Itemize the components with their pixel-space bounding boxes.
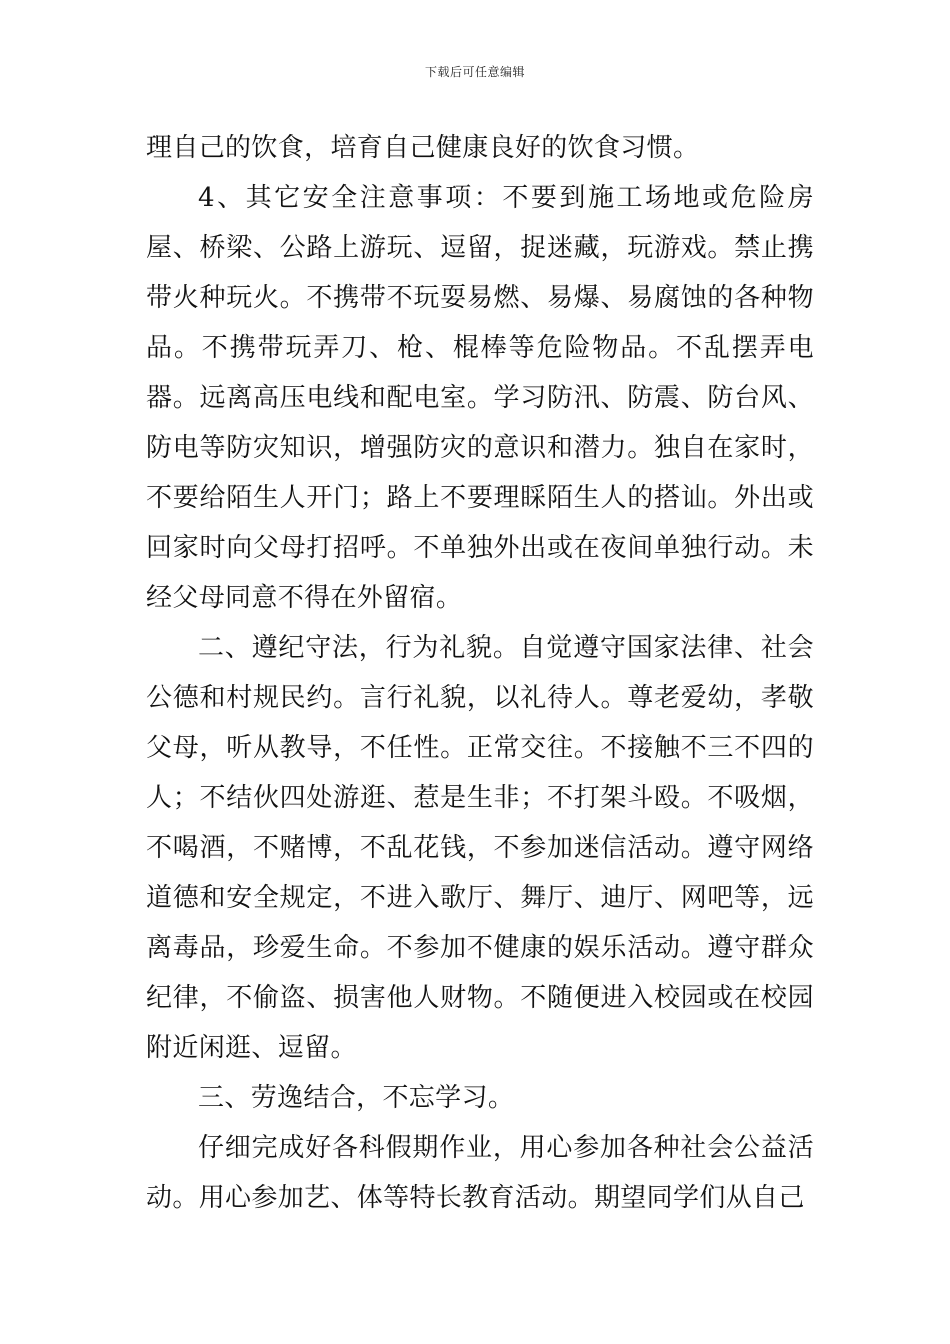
document-body <box>146 123 814 1223</box>
page-header: 下载后可任意编辑 <box>424 65 525 79</box>
paragraph-work-rest-heading: 三、劳逸结合，不忘学习。 <box>198 1083 515 1113</box>
paragraph-obey-law: 二、遵纪守法，行为礼貌。自觉遵守国家法律、社会公德和村规民约。言行礼貌，以礼待人。尊老爱幼，孝敬父母，听从教导，不任性。正常交往。不接触不三不四的人；不结伙四处游逛、惹是生非；不打架斗殴。不吸烟，不喝酒，不赌博，不乱花钱，不参加迷信活动。遵守网络道德和安全规定，不进入歌厅、舞厅、迪厅、网吧等，远离毒品，珍爱生命。不参加不健康的娱乐活动。遵守群众纪律，不偷盗、损害他人财物。不随便进入校园或在校园附近闲逛、逗留。 <box>146 633 814 1063</box>
paragraph-homework: 仔细完成好各科假期作业，用心参加各种社会公益活动。用心参加艺、体等特长教育活动。期望同学们从自己 <box>146 1133 814 1213</box>
paragraph-other-safety: 4、其它安全注意事项：不要到施工场地或危险房屋、桥梁、公路上游玩、逗留，捉迷藏，玩游戏。禁止携带火种玩火。不携带不玩耍易燃、易爆、易腐蚀的各种物品。不携带玩弄刀、枪、棍棒等危险物品。不乱摆弄电器。远离高压电线和配电室。学习防汛、防震、防台风、防电等防灾知识，增强防灾的意识和潜力。独自在家时，不要给陌生人开门；路上不要理睬陌生人的搭讪。外出或回家时向父母打招呼。不单独外出或在夜间单独行动。未经父母同意不得在外留宿。 <box>146 183 814 613</box>
paragraph-diet-continuation: 理自己的饮食，培育自己健康良好的饮食习惯。 <box>146 133 700 163</box>
